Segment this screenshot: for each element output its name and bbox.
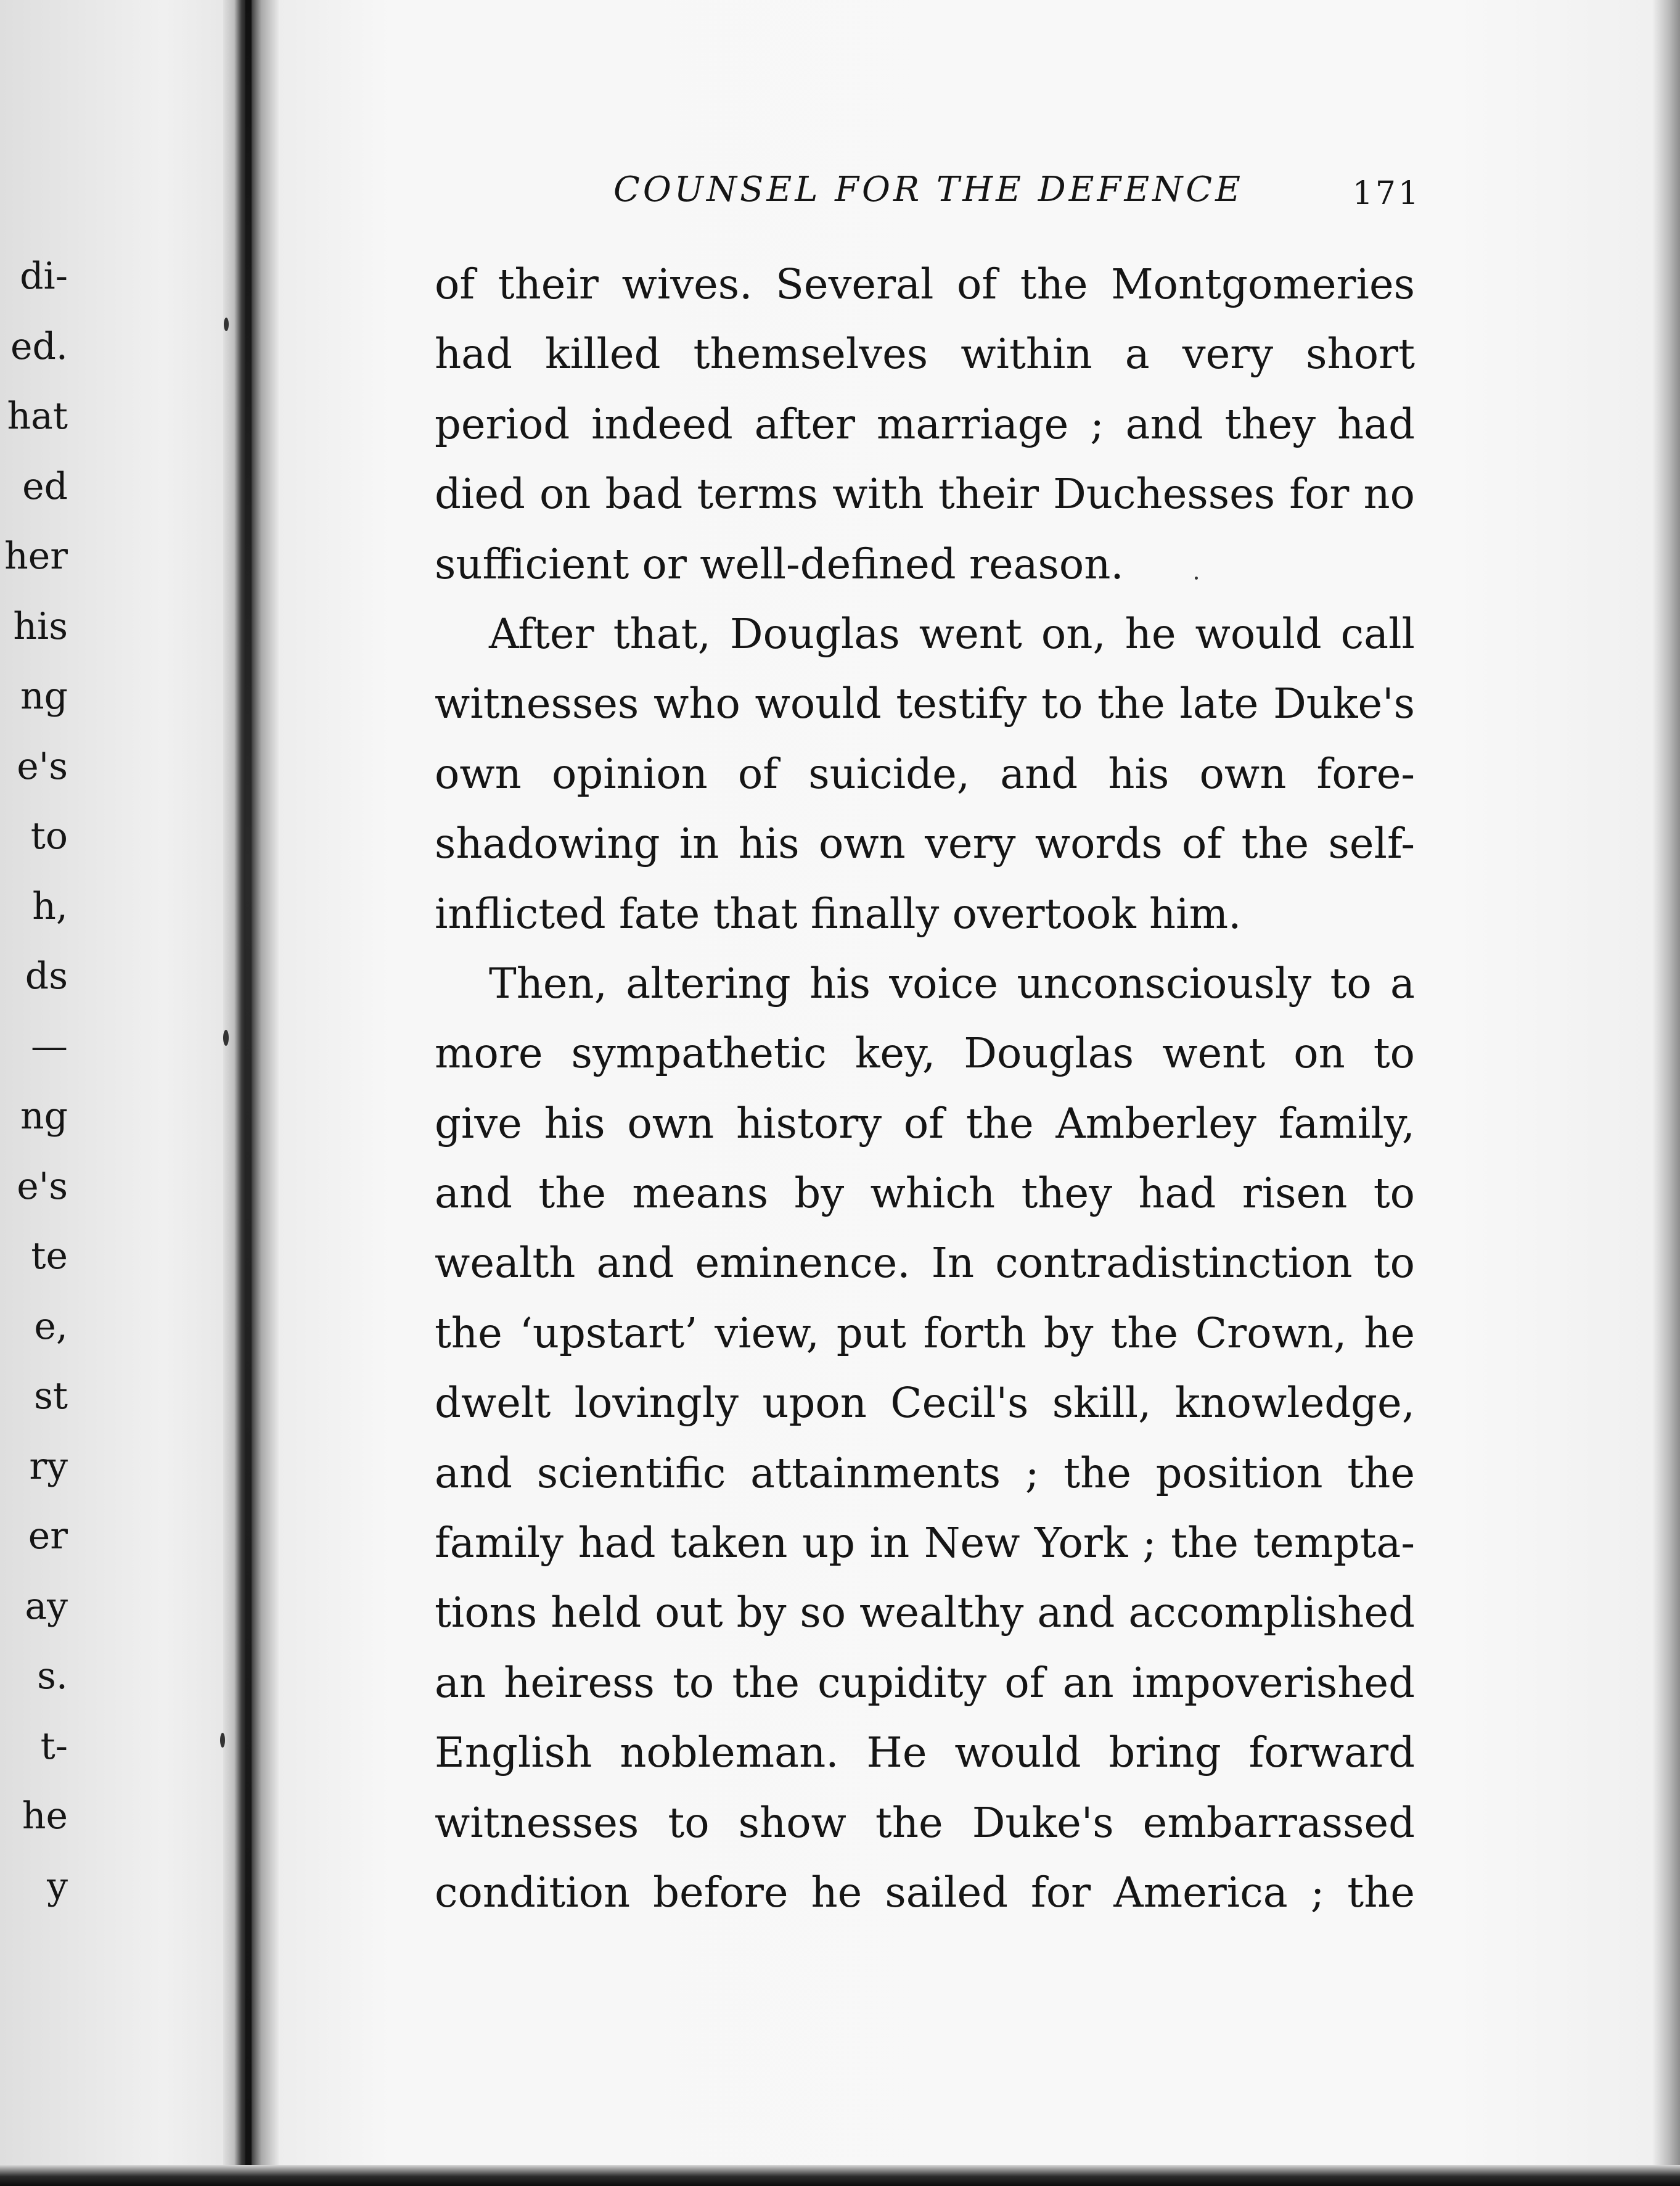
paragraph [435,250,1415,599]
text-line: inflicted fate that finally overtook him. [435,889,1242,938]
facing-line: hat [7,395,68,438]
text-line: After that, Douglas went on, he would call [489,609,1415,658]
page-bottom-edge [0,2165,1680,2186]
text-line: and the means by which they had risen to [435,1169,1415,1218]
scan-speck [220,1733,225,1748]
text-line: more sympathetic key, Douglas went on to [435,1029,1415,1078]
facing-line: — [31,1024,68,1068]
facing-line: his [13,604,68,648]
facing-line: her [4,535,68,578]
facing-line: e's [17,744,68,788]
text-line: give his own history of the Amberley family, [435,1099,1415,1148]
binding-edge [245,0,252,2186]
text-line: shadowing in his own very words of the self- [435,820,1415,868]
text-line: died on bad terms with their Duchesses for no [435,470,1415,519]
facing-line: di- [20,255,68,298]
facing-line: ry [29,1444,68,1488]
facing-line: ed. [10,324,68,368]
scan-speck [224,318,229,331]
text-line: condition before he sailed for America ; the [435,1868,1415,1917]
facing-line: te [31,1235,68,1278]
page-number: 171 [1352,175,1421,212]
facing-line: he [22,1794,68,1838]
paragraph [435,949,1415,1928]
facing-line: ds [25,955,68,998]
text-line: family had taken up in New York ; the tempta- [435,1519,1415,1568]
text-line: sufficient or well-defined reason. [435,540,1124,588]
text-line: the ‘upstart’ view, put forth by the Crown, he [435,1309,1415,1357]
facing-page [0,0,234,2186]
text-line: tions held out by so wealthy and accomplished [435,1588,1415,1637]
text-line: and scientific attainments ; the position the [435,1448,1415,1497]
facing-line: st [34,1374,68,1418]
text-line: English nobleman. He would bring forward [435,1728,1415,1777]
facing-line: ay [25,1584,68,1628]
text-line: own opinion of suicide, and his own fore- [435,749,1415,798]
text-line: an heiress to the cupidity of an impoverished [435,1658,1415,1707]
text-line: witnesses who would testify to the late Duke's [435,680,1415,728]
paragraph [435,599,1415,949]
text-line: witnesses to show the Duke's embarrassed [435,1798,1415,1847]
text-line: Then, altering his voice unconsciously to a [489,959,1415,1008]
page-edge-shadow [1652,0,1680,2186]
facing-line: ed [22,464,68,508]
text-line: dwelt lovingly upon Cecil's skill, knowledge, [435,1379,1415,1428]
facing-line: e's [17,1164,68,1208]
body-text [435,250,1415,1928]
running-title: COUNSEL FOR THE DEFENCE [613,170,1244,210]
facing-line: t- [40,1724,68,1768]
scan-speck [1195,577,1198,580]
facing-line: er [28,1514,68,1558]
facing-line: ng [20,1095,68,1138]
facing-line: s. [37,1654,68,1698]
facing-line: to [30,815,68,858]
facing-line: e, [34,1304,68,1348]
facing-line: ng [20,675,68,718]
facing-line: h, [32,884,68,928]
facing-page-text [0,242,68,1921]
facing-line: y [47,1864,68,1908]
text-line: period indeed after marriage ; and they had [435,400,1415,448]
scan-speck [223,1030,229,1046]
text-line: wealth and eminence. In contradistinction to [435,1239,1415,1288]
text-line: of their wives. Several of the Montgomeries [435,260,1415,308]
running-head [435,165,1421,215]
text-line: had killed themselves within a very short [435,330,1415,379]
